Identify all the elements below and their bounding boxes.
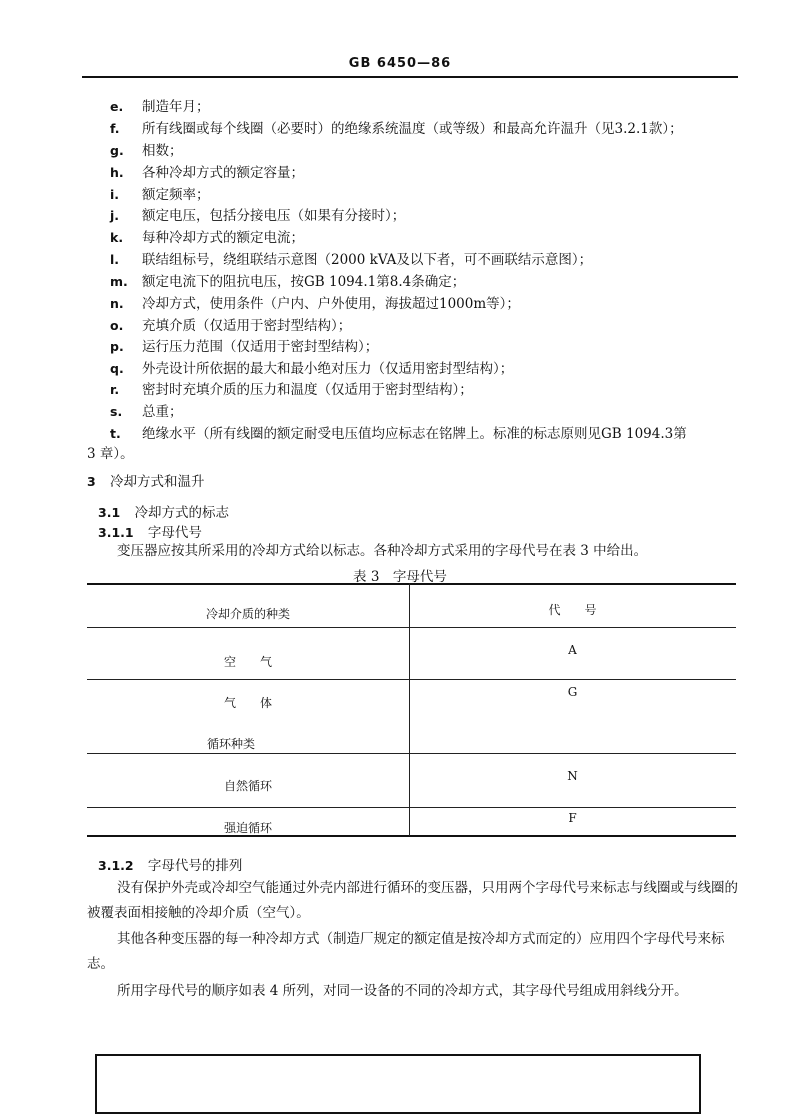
list-item [0, 294, 800, 314]
table-rule [87, 807, 736, 808]
table-cell: N [567, 769, 578, 783]
list-item-letter: r. [110, 382, 120, 397]
table-rule [87, 753, 736, 754]
list-item [0, 97, 800, 117]
paragraph: 所用字母代号的顺序如表 4 所列，对同一设备的不同的冷却方式，其字母代号组成用斜线分开。 [117, 983, 688, 999]
list-item-text: 每种冷却方式的额定电流； [142, 230, 304, 246]
list-item [0, 316, 800, 336]
table-cell: A [568, 643, 577, 657]
list-item-letter: n. [110, 296, 124, 311]
list-item [0, 414, 800, 442]
list-item-letter: q. [110, 361, 124, 376]
list-item [0, 250, 800, 270]
section-title: 字母代号的排列 [147, 858, 243, 874]
list-item-text: 额定电压，包括分接电压（如果有分接时）； [142, 208, 406, 224]
list-item-letter: t. [110, 426, 121, 441]
list-item-text: 外壳设计所依据的最大和最小绝对压力（仅适用密封型结构）； [142, 361, 514, 377]
list-item-text: 运行压力范围（仅适用于密封型结构）； [142, 339, 379, 355]
table-rule [87, 679, 736, 680]
list-item [0, 359, 800, 379]
list-item [0, 163, 800, 183]
table-cell: 循环种类 [207, 737, 256, 751]
list-item-text: 相数； [142, 143, 183, 159]
table-header-cell: 代 号 [548, 603, 597, 617]
section-title: 冷却方式的标志 [134, 505, 229, 521]
list-item-text: 各种冷却方式的额定容量； [142, 165, 304, 181]
list-item-text: 冷却方式，使用条件（户内、户外使用，海拔超过1000m等）； [142, 296, 520, 312]
list-item-letter: e. [110, 99, 124, 114]
document-header: GB 6450—86 [348, 56, 452, 71]
list-item-letter: f. [110, 121, 120, 136]
paragraph: 变压器应按其所采用的冷却方式给以标志。各种冷却方式采用的字母代号在表 3 中给出。 [117, 543, 648, 559]
table-4-frame [95, 1054, 701, 1114]
list-item [0, 141, 800, 161]
table-cell: 强迫循环 [223, 821, 272, 835]
list-item-text: 额定电流下的阻抗电压，按GB 1094.1第8.4条确定； [142, 274, 466, 290]
list-item-text: 总重； [142, 404, 183, 420]
table-rule [87, 627, 736, 628]
section-heading [87, 472, 205, 492]
section-number: 3.1 [98, 505, 121, 520]
section-title: 冷却方式和温升 [110, 474, 205, 490]
list-item-continuation: 3 章）。 [87, 446, 134, 462]
list-item [0, 228, 800, 248]
list-item-letter: m. [110, 274, 128, 289]
list-item-text: 密封时充填介质的压力和温度（仅适用于密封型结构）； [142, 382, 473, 398]
table-cell: 空 气 [223, 655, 272, 669]
list-item [0, 119, 800, 139]
table-cell: 气 体 [223, 696, 272, 710]
list-item [0, 337, 800, 357]
list-item-letter: o. [110, 318, 124, 333]
section-number: 3 [87, 474, 96, 489]
table-rule [87, 583, 736, 585]
list-item-text: 充填介质（仅适用于密封型结构）； [142, 318, 352, 334]
list-item-letter: g. [110, 143, 124, 158]
list-item-letter: l. [110, 252, 120, 267]
list-item-text: 制造年月； [142, 99, 210, 115]
list-item [0, 206, 800, 226]
list-item [0, 185, 800, 205]
header-rule [82, 76, 738, 78]
table-cell: F [568, 811, 577, 825]
section-number: 3.1.2 [98, 858, 134, 873]
table-cell: G [567, 685, 578, 699]
table-caption: 表 3 字母代号 [353, 569, 447, 585]
table-header-cell: 冷却介质的种类 [205, 607, 290, 621]
section-title: 字母代号 [147, 525, 202, 541]
list-item [0, 272, 800, 292]
subsection-heading [98, 503, 229, 523]
table-column-divider [409, 583, 410, 836]
list-item-letter: p. [110, 339, 124, 354]
table-cell: 自然循环 [223, 779, 272, 793]
paragraph: 没有保护外壳或冷却空气能通过外壳内部进行循环的变压器，只用两个字母代号来标志与线圈或与线圈的被覆表面相接触的冷却介质（空气）。 [87, 880, 738, 921]
list-item [0, 380, 800, 400]
list-item-text: 所有线圈或每个线圈（必要时）的绝缘系统温度（或等级）和最高允许温升（见3.2.1款）； [142, 121, 683, 137]
list-item-text: 绝缘水平（所有线圈的额定耐受电压值均应标志在铭牌上。标准的标志原则见GB 1094.3第 [142, 426, 687, 442]
list-item-letter: s. [110, 404, 123, 419]
list-item-letter: i. [110, 187, 120, 202]
subsection-heading [98, 856, 242, 876]
list-item-letter: j. [110, 208, 120, 223]
list-item-letter: k. [110, 230, 124, 245]
list-item-text: 额定频率； [142, 187, 210, 203]
list-item-letter: h. [110, 165, 124, 180]
paragraph: 其他各种变压器的每一种冷却方式（制造厂规定的额定值是按冷却方式而定的）应用四个字母代号来标志。 [87, 931, 725, 972]
list-item-text: 联结组标号，绕组联结示意图（2000 kVA及以下者，可不画联结示意图）； [142, 252, 593, 268]
section-number: 3.1.1 [98, 525, 134, 540]
